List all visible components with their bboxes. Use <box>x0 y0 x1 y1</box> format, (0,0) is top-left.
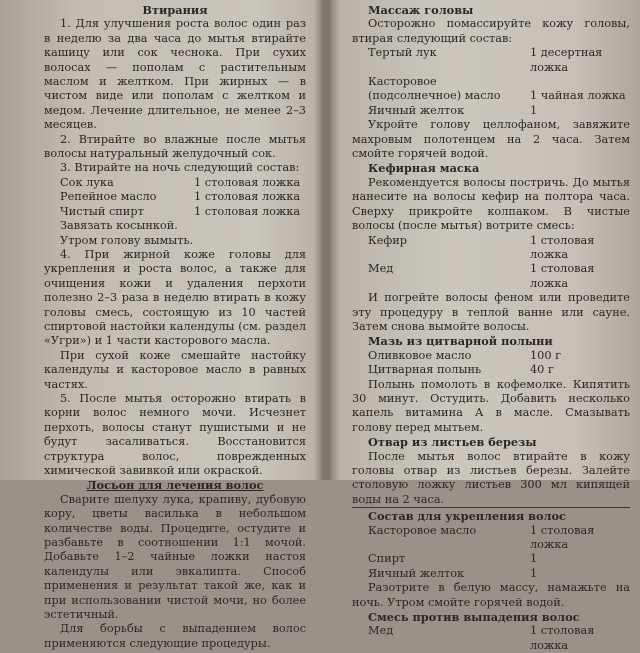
ingredient-quantity: 1 десертная ложка <box>530 46 603 74</box>
paragraph: При сухой коже смешайте настойку календулы и касторовое масло в равных частях. <box>44 348 306 391</box>
ingredient-name: Яичный желток <box>368 103 465 117</box>
ingredient-name: Мед <box>368 262 394 276</box>
ingredient-quantity: 1 <box>530 103 538 117</box>
ingredient-quantity: 1 столовая ложка <box>530 523 595 552</box>
ingredient-quantity: 1 столовая ложка <box>530 233 595 261</box>
paragraph: Рекомендуется волосы постричь. До мытья нанесите на волосы кефир на полтора часа. Сверху прикройте колпаком. В чистые волосы (после мытья) вотрите смесь: <box>352 175 630 233</box>
ingredient-row <box>352 349 630 363</box>
ingredient-row <box>352 363 630 377</box>
ingredient-row <box>44 176 306 190</box>
paragraph: Для борьбы с выпадением волос применяются следующие процедуры. <box>44 622 306 650</box>
ingredient-name: (подсолнечное) масло <box>368 89 501 103</box>
ingredient-name: Цитварная полынь <box>368 363 482 377</box>
ingredient-row <box>44 205 306 219</box>
ingredient-name: Сок лука <box>60 175 114 189</box>
paragraph: Завязать косынкой. <box>60 219 178 233</box>
paragraph: 2. Втирайте во влажные после мытья волосы натуральный желудочный сок. <box>44 132 306 161</box>
paragraph: Полынь помолоть в кофемолке. Кипятить 30 минут. Остудить. Добавить несколько капель витамина А в масле. Смазывать голову перед мытьем. <box>352 377 630 434</box>
paragraph: Осторожно помассируйте кожу головы, втирая следующий состав: <box>352 17 630 45</box>
ingredient-quantity: 1 столовая ложка <box>194 190 301 204</box>
ingredient-quantity: 1 столовая ложка <box>194 204 301 218</box>
ingredient-name: Касторовое масло <box>368 523 477 537</box>
paragraph: 4. При жирной коже головы для укрепления и роста волос, а также для очищения кожи и удаления перхоти полезно 2–3 раза в неделю втирать в кожу головы смесь, состоящую из 10 частей спиртовой настойки календулы (см. раздел «Угри») и 1 части касторового масла. <box>44 247 306 348</box>
book-gutter <box>318 0 340 480</box>
section-heading: Смесь против выпадения волос <box>368 610 580 625</box>
ingredient-quantity: 1 столовая ложка <box>194 175 301 189</box>
ingredient-name: Касторовое <box>368 75 437 89</box>
ingredient-name: Оливковое масло <box>368 348 472 362</box>
ingredient-quantity: 40 г <box>530 363 554 377</box>
section-heading: Кефирная маска <box>368 161 480 176</box>
ingredient-name: Спирт <box>368 552 406 566</box>
ingredient-row <box>352 75 630 89</box>
ingredient-row <box>352 624 630 653</box>
ingredient-quantity: 1 чайная ложка <box>530 89 626 103</box>
ingredient-quantity: 1 <box>530 566 538 580</box>
section-heading: Втирания <box>142 3 208 17</box>
ingredient-name: Яичный желток <box>368 566 465 580</box>
section-heading: Массаж головы <box>368 3 474 17</box>
ingredient-row <box>352 104 630 118</box>
paragraph: Разотрите в белую массу, намажьте на ночь. Утром смойте горячей водой. <box>352 581 630 609</box>
paragraph: Укройте голову целлофаном, завяжите махровым полотенцем на 2 часа. Затем смойте горячей водой. <box>352 118 630 161</box>
ingredient-quantity <box>530 75 630 89</box>
ingredient-row <box>352 552 630 566</box>
ingredient-row <box>352 234 630 263</box>
ingredient-quantity: 1 столовая ложка <box>530 624 595 652</box>
section-heading: Состав для укрепления волос <box>352 507 630 523</box>
ingredient-row <box>352 524 630 553</box>
ingredient-name: Чистый спирт <box>60 204 144 218</box>
ingredient-name: Мед <box>368 624 394 638</box>
ingredient-quantity: 1 столовая ложка <box>530 262 595 290</box>
section-heading: Мазь из цитварной полыни <box>368 334 553 349</box>
paragraph: И погрейте волосы феном или проведите эту процедуру в теплой ванне или сауне. Затем снова вымойте волосы. <box>352 291 630 333</box>
section-heading: Лосьон для лечения волос <box>86 478 264 493</box>
ingredient-name: Репейное масло <box>60 190 157 204</box>
ingredient-row <box>352 567 630 581</box>
ingredient-name: Тертый лук <box>368 46 437 60</box>
ingredient-name: Кефир <box>368 233 408 247</box>
paragraph: Сварите шелуху лука, крапиву, дубовую кору, цветы василька в небольшом количестве воды. Процедите, остудите и разбавьте в соотношении 1:1 мочой. Добавьте 1–2 чайные ложки настоя календулы или эвкалипта. Способ применения и результат такой же, как и при использовании чистой мочи, но более эстетичный. <box>44 492 306 622</box>
right-page <box>352 0 630 652</box>
paragraph: Утром голову вымыть. <box>60 233 194 247</box>
ingredient-quantity: 1 <box>530 552 538 566</box>
paragraph: После мытья волос втирайте в кожу головы отвар из листьев березы. Залейте столовую ложку листьев 300 мл кипящей воды на 2 часа. <box>352 449 630 506</box>
paragraph: 3. Втирайте на ночь следующий состав: <box>60 161 300 175</box>
ingredient-row <box>352 89 630 103</box>
left-page <box>44 0 306 650</box>
ingredient-row <box>352 262 630 291</box>
ingredient-quantity: 100 г <box>530 348 562 362</box>
paragraph: 1. Для улучшения роста волос один раз в неделю за два часа до мытья втирайте кашицу или сок чеснока. При сухих волосах — пополам с растительным маслом и желтком. При жирных — в чистом виде или пополам с желтком и медом. Лечение длительное, не менее 2–3 месяцев. <box>44 17 306 132</box>
ingredient-row <box>352 46 630 75</box>
ingredient-row <box>44 190 306 204</box>
section-heading: Отвар из листьев березы <box>368 435 537 450</box>
paragraph: 5. После мытья осторожно втирать в корни волос немного мочи. Исчезнет перхоть, волосы станут пушистыми и не будут засаливаться. Восстановится структура волос, поврежденных химической завивкой или окраской. <box>44 391 306 477</box>
